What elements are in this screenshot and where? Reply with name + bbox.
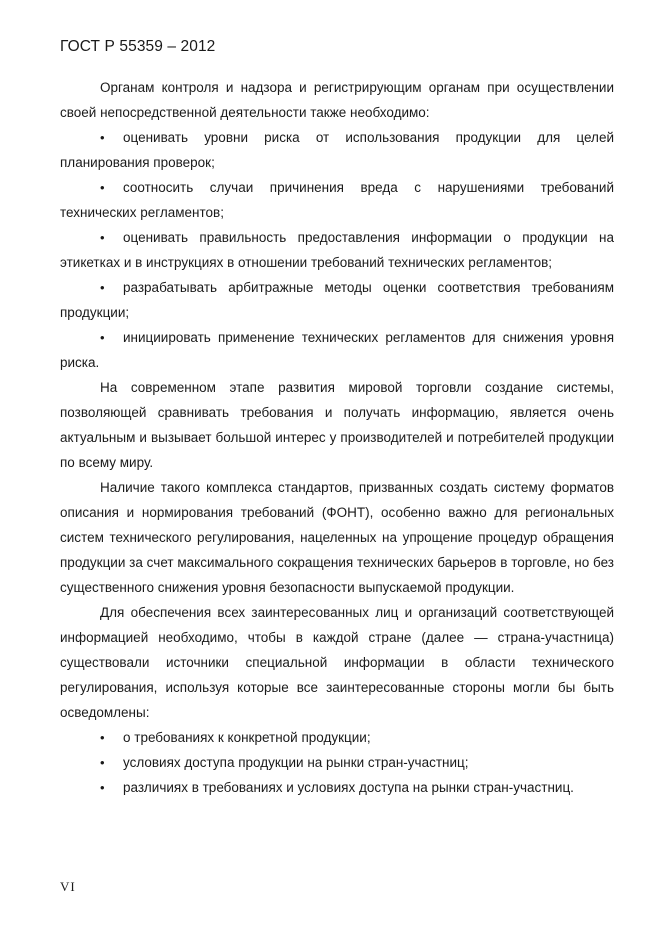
page-number: VI: [60, 879, 76, 894]
list-item: [60, 125, 614, 175]
bullet-icon: •: [100, 755, 105, 770]
list-item-text: инициировать применение технических регламентов для снижения уровня риска.: [60, 330, 614, 370]
list-item: [60, 175, 614, 225]
bullet-icon: •: [100, 330, 105, 345]
bullet-icon: •: [100, 180, 105, 195]
list-item-text: условиях доступа продукции на рынки стран-участниц;: [123, 755, 469, 770]
list-item-text: оценивать уровни риска от использования продукции для целей планирования проверок;: [60, 130, 614, 170]
document-body: [60, 75, 614, 800]
standard-code: ГОСТ Р 55359 – 2012: [60, 38, 216, 55]
paragraph-trade-system: На современном этапе развития мировой торговли создание системы, позволяющей сравнивать требования и получать информацию, является очень актуальным и вызывает большой интерес у производителей и потребителей продукции по всему миру.: [60, 380, 614, 470]
bullet-icon: •: [100, 280, 105, 295]
bullet-icon: •: [100, 230, 105, 245]
bullet-icon: •: [100, 730, 105, 745]
document-header: [60, 38, 215, 56]
list-item: [60, 325, 614, 375]
list-item: [60, 225, 614, 275]
list-item-text: различиях в требованиях и условиях доступа на рынки стран-участниц.: [123, 780, 574, 795]
list-item: [60, 750, 614, 775]
list-item-text: соотносить случаи причинения вреда с нарушениями требований технических регламентов;: [60, 180, 614, 220]
bullet-icon: •: [100, 130, 105, 145]
list-item-text: оценивать правильность предоставления информации о продукции на этикетках и в инструкциях в отношении требований технических регламентов;: [60, 230, 614, 270]
list-item-text: разрабатывать арбитражные методы оценки соответствия требованиям продукции;: [60, 280, 614, 320]
page-footer: [60, 879, 76, 895]
bullet-icon: •: [100, 780, 105, 795]
list-item: [60, 275, 614, 325]
list-item: [60, 775, 614, 800]
paragraph-information-sources: Для обеспечения всех заинтересованных лиц и организаций соответствующей информацией необходимо, чтобы в каждой стране (далее — страна-участница) существовали источники специальной информации в области технического регулирования, используя которые все заинтересованные стороны могли бы быть осведомлены:: [60, 605, 614, 720]
list-item: [60, 725, 614, 750]
list-item-text: о требованиях к конкретной продукции;: [123, 730, 371, 745]
paragraph-font-standards: Наличие такого комплекса стандартов, призванных создать систему форматов описания и нормирования требований (ФОНТ), особенно важно для региональных систем технического регулирования, нацеленных на упрощение процедур обращения продукции за счет максимального сокращения технических барьеров в торговле, но без существенного снижения уровня безопасности выпускаемой продукции.: [60, 480, 614, 595]
intro-paragraph: Органам контроля и надзора и регистрирующим органам при осуществлении своей непосредственной деятельности также необходимо:: [60, 80, 614, 120]
